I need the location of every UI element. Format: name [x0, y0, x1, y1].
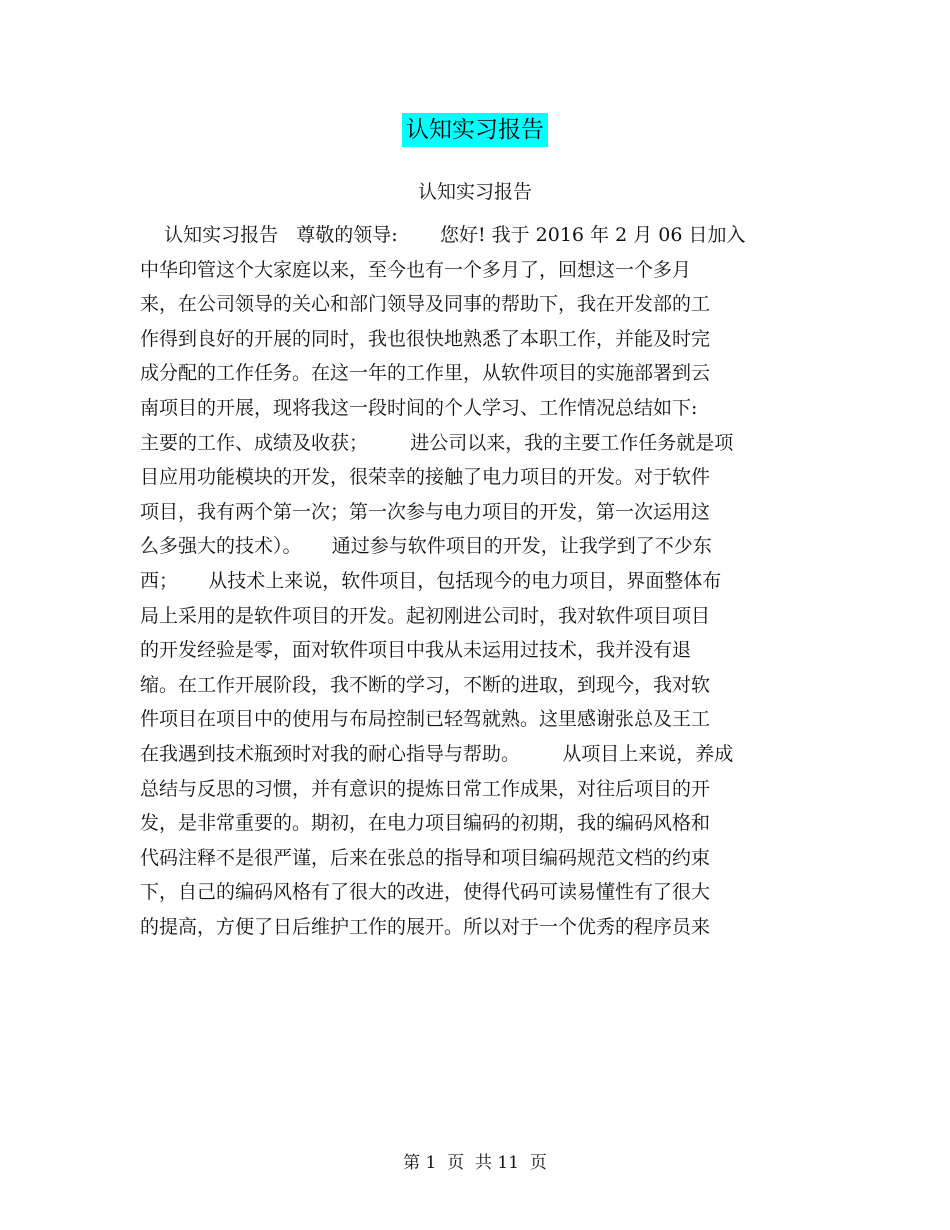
document-title-text: 认知实习报告: [402, 113, 548, 147]
body-line: 的开发经验是零，面对软件项目中我从未运用过技术，我并没有退: [140, 639, 692, 662]
body-line: 目应用功能模块的开发，很荣幸的接触了电力项目的开发。对于软件: [140, 466, 711, 489]
document-subtitle: 认知实习报告: [417, 181, 532, 203]
body-line: 总结与反思的习惯，并有意识的提炼日常工作成果，对往后项目的开: [140, 777, 711, 800]
body-line: 发，是非常重要的。期初，在电力项目编码的初期，我的编码风格和: [140, 812, 711, 835]
body-line: 作得到良好的开展的同时，我也很快地熟悉了本职工作，并能及时完: [140, 327, 711, 350]
body-line: 下，自己的编码风格有了很大的改进，使得代码可读易懂性有了很大: [140, 881, 711, 904]
body-line: 认知实习报告 尊敬的领导: 您好! 我于 2016 年 2 月 06 日加入: [140, 224, 746, 246]
body-line: 么多强大的技术）。 通过参与软件项目的开发，让我学到了不少东: [140, 535, 712, 558]
body-line: 主要的工作、成绩及收获； 进公司以来，我的主要工作任务就是项: [140, 431, 734, 454]
body-line: 项目，我有两个第一次；第一次参与电力项目的开发，第一次运用这: [140, 500, 711, 523]
body-line: 来，在公司领导的关心和部门领导及同事的帮助下，我在开发部的工: [140, 293, 711, 316]
body-line: 在我遇到技术瓶颈时对我的耐心指导与帮助。 从项目上来说，养成: [140, 742, 734, 765]
document-title: [0, 113, 950, 147]
page-number-footer: 第 1 页 共 11 页: [403, 1153, 547, 1173]
body-line: 缩。在工作开展阶段，我不断的学习，不断的进取，到现今，我对软: [140, 673, 711, 696]
body-line: 成分配的工作任务。在这一年的工作里，从软件项目的实施部署到云: [140, 362, 711, 385]
body-line: 代码注释不是很严谨，后来在张总的指导和项目编码规范文档的约束: [140, 846, 711, 869]
body-line: 西； 从技术上来说，软件项目，包括现今的电力项目，界面整体布: [140, 569, 722, 592]
document-body: [140, 218, 800, 944]
body-line: 局上采用的是软件项目的开发。起初刚进公司时，我对软件项目项目: [140, 604, 711, 627]
body-line: 中华印管这个大家庭以来，至今也有一个多月了，回想这一个多月: [140, 258, 692, 281]
body-line: 南项目的开展，现将我这一段时间的个人学习、工作情况总结如下:: [140, 396, 698, 419]
body-line: 件项目在项目中的使用与布局控制已轻驾就熟。这里感谢张总及王工: [140, 708, 711, 731]
body-line: 的提高，方便了日后维护工作的展开。所以对于一个优秀的程序员来: [140, 915, 711, 938]
